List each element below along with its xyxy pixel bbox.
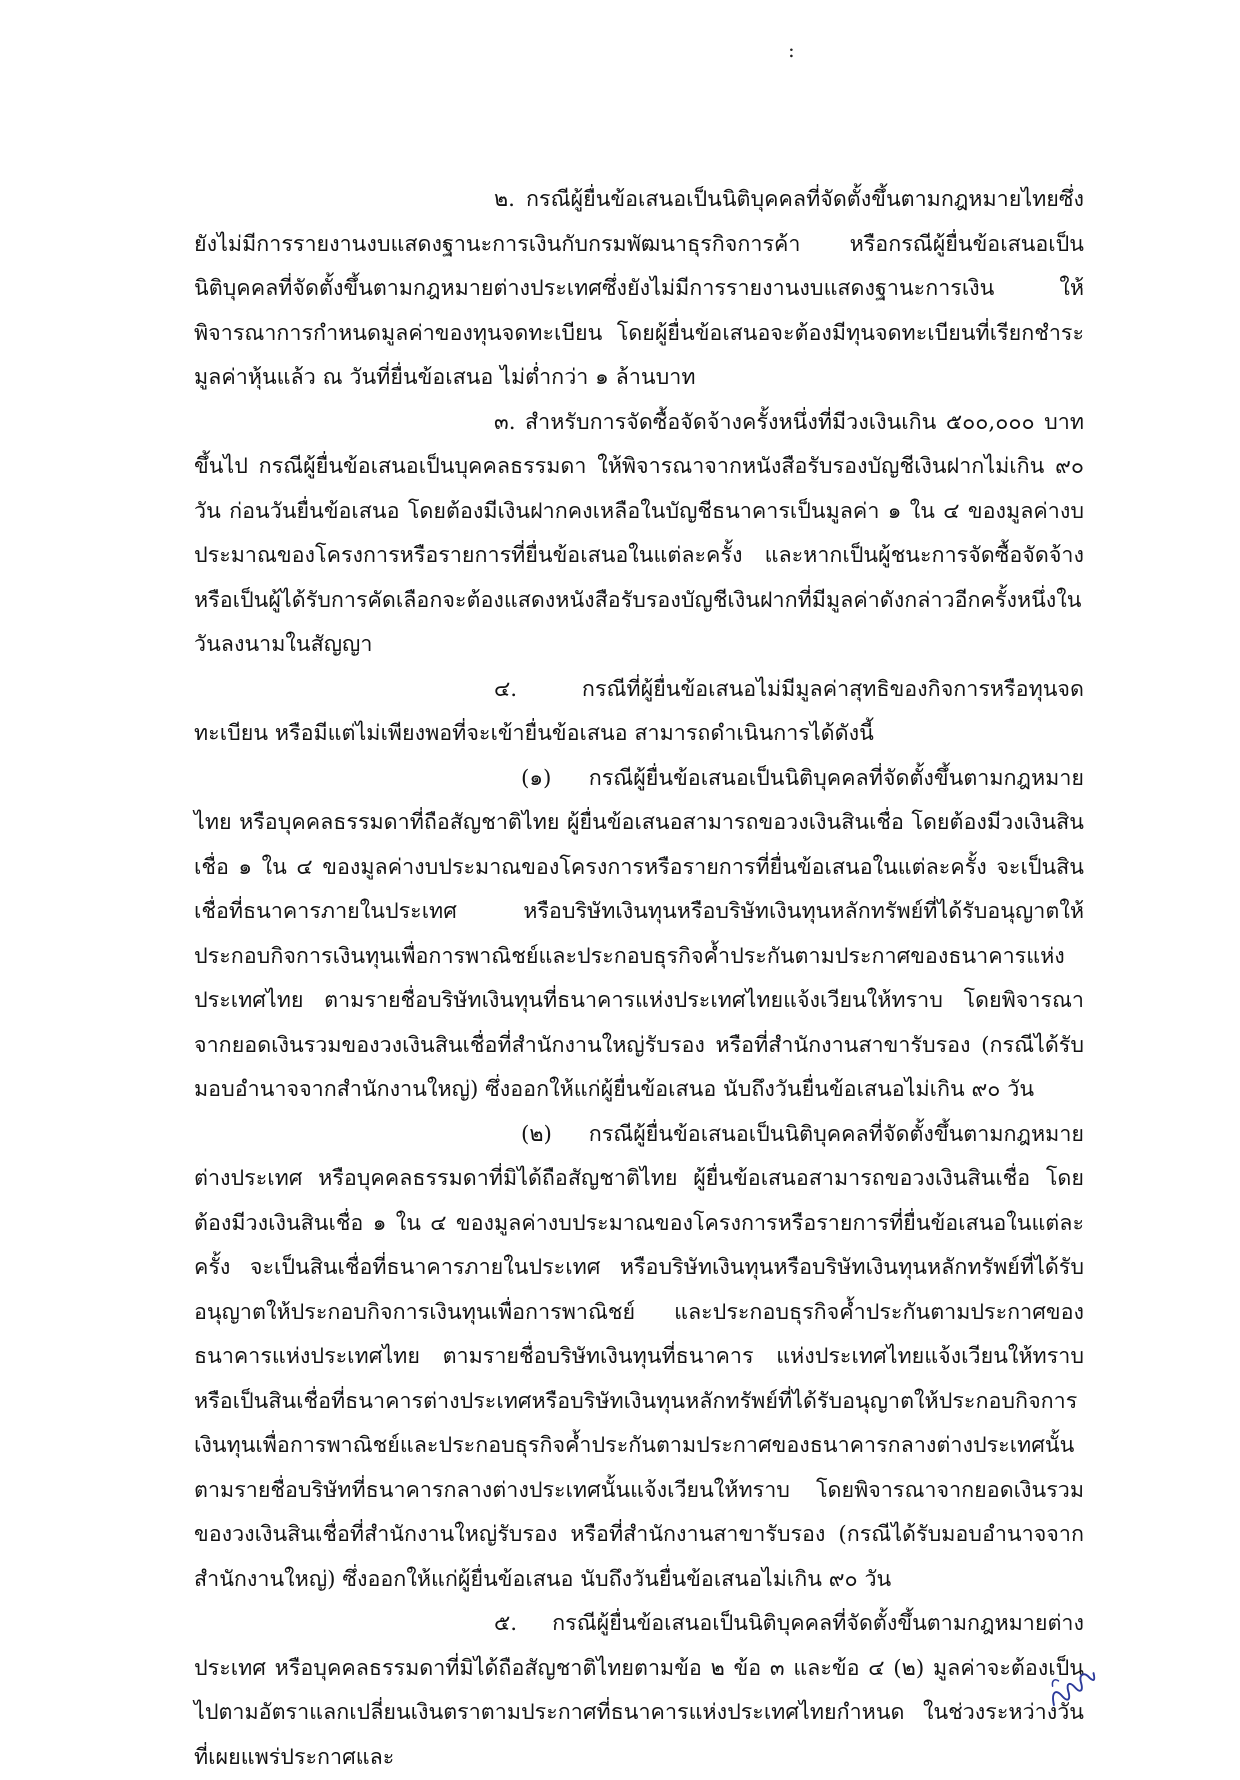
paragraph-2: ๒. กรณีผู้ยื่นข้อเสนอเป็นนิติบุคคลที่จัดตั้งขึ้นตามกฎหมายไทยซึ่งยังไม่มีการรายงานงบแสดงฐานะการเงินกับกรมพัฒนาธุรกิจการค้า หรือกรณีผู้ยื่นข้อเสนอเป็นนิติบุคคลที่จัดตั้งขึ้นตามกฎหมายต่างประเทศซึ่งยังไม่มีการรายงานงบแสดงฐานะการเงิน ให้พิจารณาการกำหนดมูลค่าของทุนจดทะเบียน โดยผู้ยื่นข้อเสนอจะต้องมีทุนจดทะเบียนที่เรียกชำระมูลค่าหุ้นแล้ว ณ วันที่ยื่นข้อเสนอ ไม่ต่ำกว่า ๑ ล้านบาท [194,187,1084,390]
paragraph-4: ๔. กรณีที่ผู้ยื่นข้อเสนอไม่มีมูลค่าสุทธิของกิจการหรือทุนจดทะเบียน หรือมีแต่ไม่เพียงพอที่จะเข้ายื่นข้อเสนอ สามารถดำเนินการได้ดังนี้ [194,676,1084,746]
paragraph-4-1: (๑) กรณีผู้ยื่นข้อเสนอเป็นนิติบุคคลที่จัดตั้งขึ้นตามกฎหมายไทย หรือบุคคลธรรมดาที่ถือสัญชาติไทย ผู้ยื่นข้อเสนอสามารถขอวงเงินสินเชื่อ โดยต้องมีวงเงินสินเชื่อ ๑ ใน ๔ ของมูลค่างบประมาณของโครงการหรือรายการที่ยื่นข้อเสนอในแต่ละครั้ง จะเป็นสินเชื่อที่ธนาคารภายในประเทศ หรือบริษัทเงินทุนหรือบริษัทเงินทุนหลักทรัพย์ที่ได้รับอนุญาตให้ประกอบกิจการเงินทุนเพื่อการพาณิชย์และประกอบธุรกิจค้ำประกันตามประกาศของธนาคารแห่งประเทศไทย ตามรายชื่อบริษัทเงินทุนที่ธนาคารแห่งประเทศไทยแจ้งเวียนให้ทราบ โดยพิจารณาจากยอดเงินรวมของวงเงินสินเชื่อที่สำนักงานใหญ่รับรอง หรือที่สำนักงานสาขารับรอง (กรณีได้รับมอบอำนาจจากสำนักงานใหญ่) ซึ่งออกให้แก่ผู้ยื่นข้อเสนอ นับถึงวันยื่นข้อเสนอไม่เกิน ๙๐ วัน [194,765,1084,1102]
page-mark: : [788,38,795,62]
document-body [194,178,1084,1780]
paragraph-3: ๓. สำหรับการจัดซื้อจัดจ้างครั้งหนึ่งที่มีวงเงินเกิน ๕๐๐,๐๐๐ บาทขึ้นไป กรณีผู้ยื่นข้อเสนอเป็นบุคคลธรรมดา ให้พิจารณาจากหนังสือรับรองบัญชีเงินฝากไม่เกิน ๙๐ วัน ก่อนวันยื่นข้อเสนอ โดยต้องมีเงินฝากคงเหลือในบัญชีธนาคารเป็นมูลค่า ๑ ใน ๔ ของมูลค่างบประมาณของโครงการหรือรายการที่ยื่นข้อเสนอในแต่ละครั้ง และหากเป็นผู้ชนะการจัดซื้อจัดจ้างหรือเป็นผู้ได้รับการคัดเลือกจะต้องแสดงหนังสือรับรองบัญชีเงินฝากที่มีมูลค่าดังกล่าวอีกครั้งหนึ่งในวันลงนามในสัญญา [194,409,1084,657]
paragraph-5: ๕. กรณีผู้ยื่นข้อเสนอเป็นนิติบุคคลที่จัดตั้งขึ้นตามกฎหมายต่างประเทศ หรือบุคคลธรรมดาที่มิได้ถือสัญชาติไทยตามข้อ ๒ ข้อ ๓ และข้อ ๔ (๒) มูลค่าจะต้องเป็นไปตามอัตราแลกเปลี่ยนเงินตราตามประกาศที่ธนาคารแห่งประเทศไทยกำหนด ในช่วงระหว่างวันที่เผยแพร่ประกาศและ [194,1611,1084,1770]
paragraph-4-2: (๒) กรณีผู้ยื่นข้อเสนอเป็นนิติบุคคลที่จัดตั้งขึ้นตามกฎหมายต่างประเทศ หรือบุคคลธรรมดาที่มิได้ถือสัญชาติไทย ผู้ยื่นข้อเสนอสามารถขอวงเงินสินเชื่อ โดยต้องมีวงเงินสินเชื่อ ๑ ใน ๔ ของมูลค่างบประมาณของโครงการหรือรายการที่ยื่นข้อเสนอในแต่ละครั้ง จะเป็นสินเชื่อที่ธนาคารภายในประเทศ หรือบริษัทเงินทุนหรือบริษัทเงินทุนหลักทรัพย์ที่ได้รับอนุญาตให้ประกอบกิจการเงินทุนเพื่อการพาณิชย์ และประกอบธุรกิจค้ำประกันตามประกาศของธนาคารแห่งประเทศไทย ตามรายชื่อบริษัทเงินทุนที่ธนาคาร แห่งประเทศไทยแจ้งเวียนให้ทราบ หรือเป็นสินเชื่อที่ธนาคารต่างประเทศหรือบริษัทเงินทุนหลักทรัพย์ที่ได้รับอนุญาตให้ประกอบกิจการเงินทุนเพื่อการพาณิชย์และประกอบธุรกิจค้ำประกันตามประกาศของธนาคารกลางต่างประเทศนั้น ตามรายชื่อบริษัทที่ธนาคารกลางต่างประเทศนั้นแจ้งเวียนให้ทราบ โดยพิจารณาจากยอดเงินรวมของวงเงินสินเชื่อที่สำนักงานใหญ่รับรอง หรือที่สำนักงานสาขารับรอง (กรณีได้รับมอบอำนาจจากสำนักงานใหญ่) ซึ่งออกให้แก่ผู้ยื่นข้อเสนอ นับถึงวันยื่นข้อเสนอไม่เกิน ๙๐ วัน [194,1121,1084,1592]
